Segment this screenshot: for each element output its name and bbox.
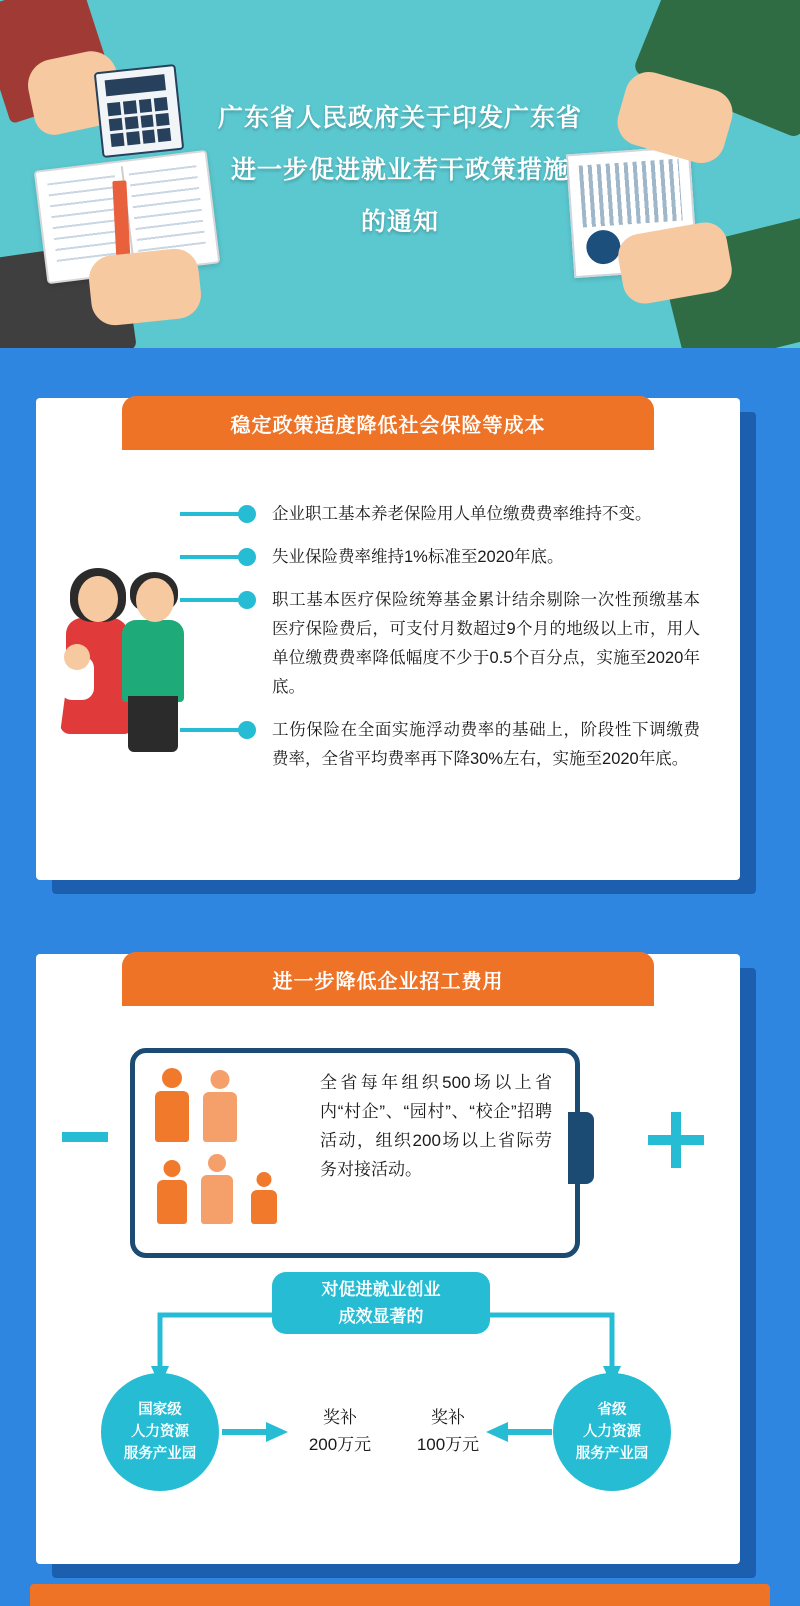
flow-left-node-line-3: 服务产业园 xyxy=(123,1446,197,1462)
bullet-dot-icon xyxy=(238,505,256,523)
page-title-line-1: 广东省人民政府关于印发广东省 xyxy=(217,104,582,132)
flow-left-node-line-1: 国家级 xyxy=(138,1402,182,1418)
bullet-line-icon xyxy=(180,512,242,516)
flow-top-node xyxy=(272,1272,490,1334)
bullet-dot-icon xyxy=(238,548,256,566)
bullet-dot-icon xyxy=(238,591,256,609)
flow-left-node-line-2: 人力资源 xyxy=(131,1424,189,1440)
flow-right-node xyxy=(553,1373,671,1491)
people-group-icon xyxy=(155,1068,305,1228)
right-award-line-1: 奖补 xyxy=(431,1408,465,1427)
bullet-text: 职工基本医疗保险统筹基金累计结余剔除一次性预缴基本医疗保险费后，可支付月数超过9个月的地级以上市，用人单位缴费费率降低幅度不少于0.5个百分点，实施至2020年底。 xyxy=(272,591,700,696)
bullet-text: 工伤保险在全面实施浮动费率的基础上，阶段性下调缴费费率，全省平均费率再下降30%左右，实施至2020年底。 xyxy=(272,721,700,768)
flow-top-node-line-2: 成效显著的 xyxy=(338,1307,424,1326)
page-title xyxy=(160,92,640,248)
bullet-text: 失业保险费率维持1%标准至2020年底。 xyxy=(272,548,564,566)
bottom-accent-bar xyxy=(30,1584,770,1606)
flow-right-node-line-3: 服务产业园 xyxy=(575,1446,649,1462)
left-award-line-1: 奖补 xyxy=(323,1408,357,1427)
page-title-line-2: 进一步促进就业若干政策措施 xyxy=(230,156,569,184)
minus-icon xyxy=(62,1132,108,1142)
flow-right-node-line-2: 人力资源 xyxy=(583,1424,641,1440)
left-award-line-2: 200万元 xyxy=(308,1435,372,1454)
bullet-dot-icon xyxy=(238,721,256,739)
bullet-line-icon xyxy=(180,728,242,732)
page-title-line-3: 的通知 xyxy=(360,208,439,236)
left-award-label xyxy=(290,1404,390,1458)
section-1-title: 稳定政策适度降低社会保险等成本 xyxy=(122,396,654,450)
header-banner xyxy=(0,0,800,348)
bullet-line-icon xyxy=(180,598,242,602)
bullet-text: 企业职工基本养老保险用人单位缴费费率维持不变。 xyxy=(272,505,652,523)
list-item xyxy=(180,586,700,702)
flow-left-node xyxy=(101,1373,219,1491)
list-item xyxy=(180,716,700,774)
list-item xyxy=(180,500,700,529)
hand-icon-bottom-left xyxy=(87,246,204,327)
flow-top-node-line-1: 对促进就业创业 xyxy=(321,1280,441,1299)
family-illustration xyxy=(60,560,190,760)
bullet-line-icon xyxy=(180,555,242,559)
right-award-label xyxy=(398,1404,498,1458)
section-2-title: 进一步降低企业招工费用 xyxy=(122,952,654,1006)
list-item xyxy=(180,543,700,572)
section-1-bullet-list xyxy=(180,500,700,788)
battery-description: 全省每年组织500场以上省内“村企”、“园村”、“校企”招聘活动，组织200场以上省际劳务对接活动。 xyxy=(320,1073,552,1179)
plus-icon xyxy=(648,1112,704,1168)
battery-cap xyxy=(568,1112,594,1184)
right-award-line-2: 100万元 xyxy=(416,1435,480,1454)
flow-right-node-line-1: 省级 xyxy=(597,1402,627,1418)
